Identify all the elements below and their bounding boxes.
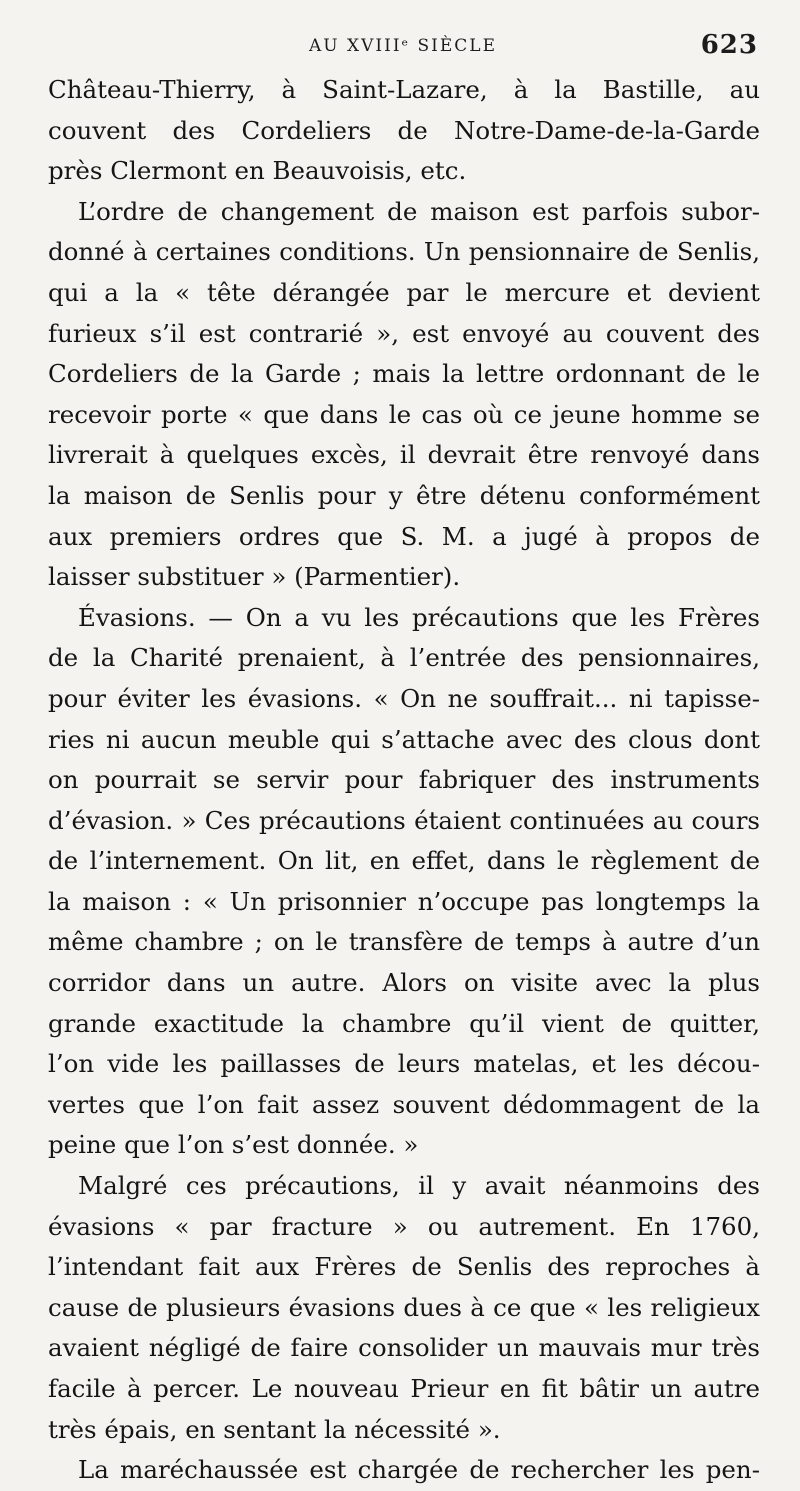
text-line: Évasions. — On a vu les précautions que les Frères xyxy=(78,602,760,632)
text-line: furieux s’il est contrarié », est envoyé au couvent des xyxy=(48,318,760,348)
text-line: l’intendant fait aux Frères de Senlis des reproches à xyxy=(48,1252,760,1282)
text-line: de l’internement. On lit, en effet, dans le règlement de xyxy=(48,846,760,876)
text-line: la maison de Senlis pour y être détenu conformément xyxy=(48,480,760,510)
text-line: très épais, en sentant la nécessité ». xyxy=(48,1414,501,1444)
running-title: AU XVIIIᵉ SIÈCLE xyxy=(309,36,497,56)
text-line: L’ordre de changement de maison est parfois subor- xyxy=(78,196,760,226)
text-line: l’on vide les paillasses de leurs matelas, et les décou- xyxy=(48,1049,760,1079)
text-line: grande exactitude la chambre qu’il vient de quitter, xyxy=(48,1008,760,1038)
text-line: recevoir porte « que dans le cas où ce jeune homme se xyxy=(48,399,760,429)
running-header xyxy=(48,30,758,66)
text-line: qui a la « tête dérangée par le mercure et devient xyxy=(48,277,760,307)
text-line: laisser substituer » (Parmentier). xyxy=(48,562,461,592)
text-line: pour éviter les évasions. « On ne souffrait... ni tapisse- xyxy=(48,683,760,713)
text-line: Malgré ces précautions, il y avait néanmoins des xyxy=(78,1171,760,1201)
text-line: de la Charité prenaient, à l’entrée des pensionnaires, xyxy=(48,643,760,673)
text-line: ries ni aucun meuble qui s’attache avec des clous dont xyxy=(48,724,760,754)
text-line: facile à percer. Le nouveau Prieur en fit bâtir un autre xyxy=(48,1374,760,1403)
text-line: vertes que l’on fait assez souvent dédommagent de la xyxy=(48,1089,760,1119)
text-line: avaient négligé de faire consolider un mauvais mur très xyxy=(48,1333,760,1363)
text-line: peine que l’on s’est donnée. » xyxy=(48,1130,419,1160)
text-line: La maréchaussée est chargée de rechercher les pen- xyxy=(78,1455,760,1485)
text-line: même chambre ; on le transfère de temps à autre d’un xyxy=(48,927,760,957)
text-line: aux premiers ordres que S. M. a jugé à propos de xyxy=(48,521,760,551)
text-line: près Clermont en Beauvoisis, etc. xyxy=(48,156,467,186)
text-line: livrerait à quelques excès, il devrait être renvoyé dans xyxy=(48,440,760,470)
text-line: d’évasion. » Ces précautions étaient continuées au cours xyxy=(48,805,760,835)
text-line: cause de plusieurs évasions dues à ce que « les religieux xyxy=(48,1292,760,1322)
text-line: couvent des Cordeliers de Notre-Dame-de-la-Garde xyxy=(48,115,760,145)
text-line: corridor dans un autre. Alors on visite avec la plus xyxy=(48,968,760,998)
text-line: évasions « par fracture » ou autrement. En 1760, xyxy=(48,1211,760,1241)
body-text xyxy=(48,70,760,1491)
text-line: Cordeliers de la Garde ; mais la lettre ordonnant de le xyxy=(48,359,760,389)
page-number: 623 xyxy=(700,30,758,60)
text-line: Château-Thierry, à Saint-Lazare, à la Bastille, au xyxy=(48,75,760,104)
text-line: donné à certaines conditions. Un pensionnaire de Senlis, xyxy=(48,237,760,267)
text-line: on pourrait se servir pour fabriquer des instruments xyxy=(48,765,760,795)
text-line: la maison : « Un prisonnier n’occupe pas longtemps la xyxy=(48,886,760,916)
